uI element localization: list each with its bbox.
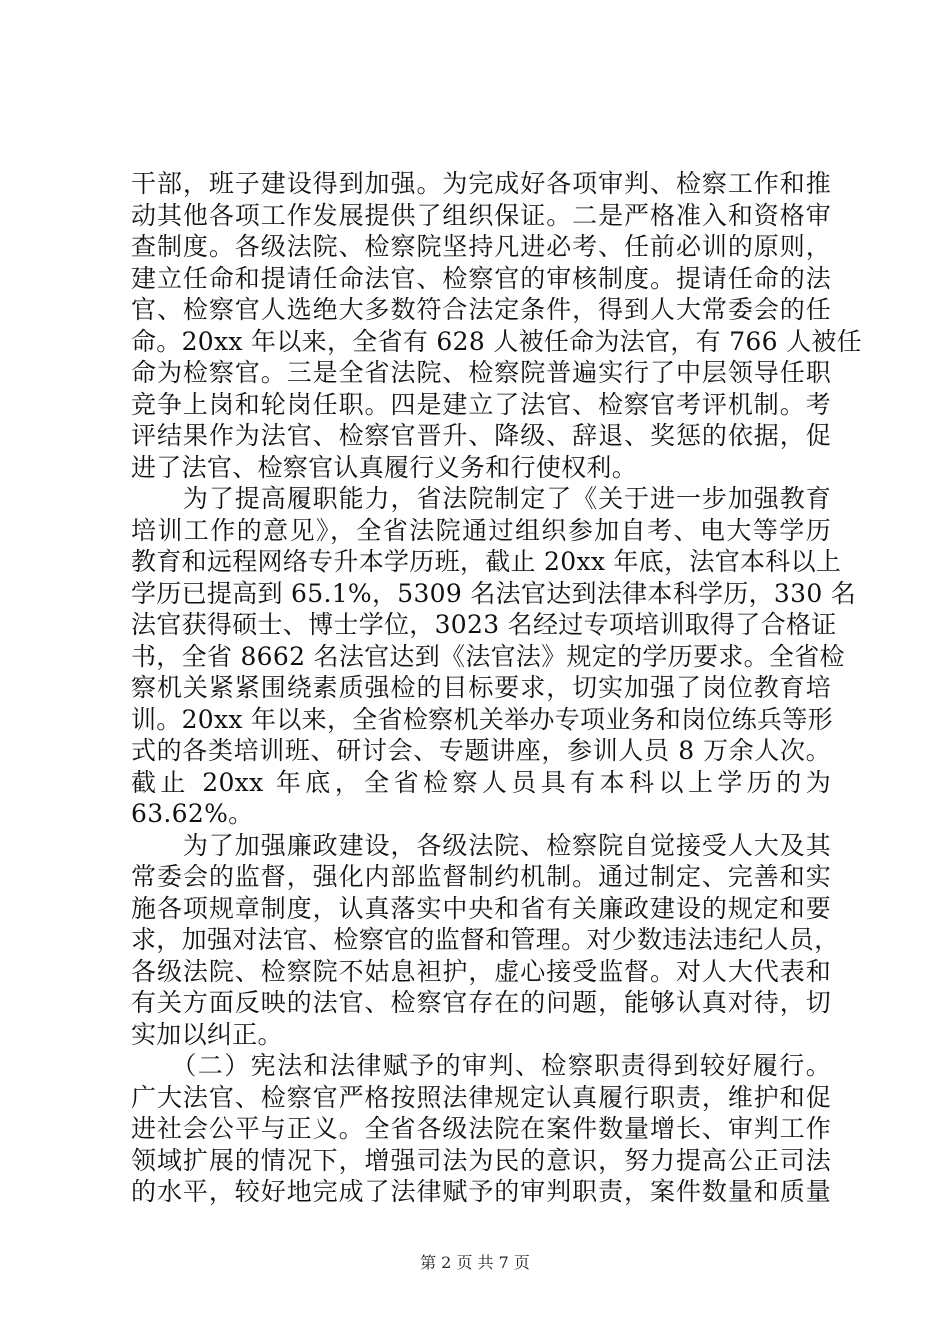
text-line: 书，全省 8662 名法官达到《法官法》规定的学历要求。全省检 <box>131 641 845 671</box>
text-line: 有关方面反映的法官、检察官存在的问题，能够认真对待，切 <box>131 988 831 1017</box>
text-line: 评结果作为法官、检察官晋升、降级、辞退、奖惩的依据，促 <box>131 421 831 450</box>
text-line: 广大法官、检察官严格按照法律规定认真履行职责，维护和促 <box>131 1082 831 1112</box>
text-line: 学历已提高到 65.1%，5309 名法官达到法律本科学历，330 名 <box>131 578 857 608</box>
text-line: 为了加强廉政建设，各级法院、检察院自觉接受人大及其 <box>131 830 831 860</box>
text-line: 教育和远程网络专升本学历班，截止 20xx 年底，法官本科以上 <box>131 547 842 576</box>
text-line: 动其他各项工作发展提供了组织保证。二是严格准入和资格审 <box>131 200 831 230</box>
document-body <box>131 168 862 1208</box>
text-line: 建立任命和提请任命法官、检察官的审核制度。提请任命的法 <box>131 263 831 293</box>
text-line: 进社会公平与正义。全省各级法院在案件数量增长、审判工作 <box>131 1114 831 1143</box>
text-line: 63.62%。 <box>131 799 254 828</box>
text-line: 官、检察官人选绝大多数符合法定条件，得到人大常委会的任 <box>131 295 831 324</box>
text-line: 施各项规章制度，认真落实中央和省有关廉政建设的规定和要 <box>131 893 831 923</box>
text-line: 截止 20xx 年底，全省检察人员具有本科以上学历的为 <box>131 767 831 797</box>
text-line: 常委会的监督，强化内部监督制约机制。通过制定、完善和实 <box>131 862 831 891</box>
text-line: 为了提高履职能力，省法院制定了《关于进一步加强教育 <box>131 484 831 513</box>
text-line: 进了法官、检察官认真履行义务和行使权利。 <box>131 452 638 482</box>
text-line: 式的各类培训班、研讨会、专题讲座，参训人员 8 万余人次。 <box>131 736 831 765</box>
text-line: （二）宪法和法律赋予的审判、检察职责得到较好履行。 <box>131 1051 831 1080</box>
text-line: 竞争上岗和轮岗任职。四是建立了法官、检察官考评机制。考 <box>131 389 831 419</box>
text-line: 各级法院、检察院不姑息袒护，虚心接受监督。对人大代表和 <box>131 956 831 986</box>
text-line: 命为检察官。三是全省法院、检察院普遍实行了中层领导任职 <box>131 358 831 387</box>
text-line: 训。20xx 年以来，全省检察机关举办专项业务和岗位练兵等形 <box>131 704 833 734</box>
text-line: 干部，班子建设得到加强。为完成好各项审判、检察工作和推 <box>131 169 831 198</box>
text-line: 实加以纠正。 <box>131 1019 283 1049</box>
text-line: 求，加强对法官、检察官的监督和管理。对少数违法违纪人员， <box>131 925 840 954</box>
text-line: 察机关紧紧围绕素质强检的目标要求，切实加强了岗位教育培 <box>131 673 831 702</box>
text-line: 查制度。各级法院、检察院坚持凡进必考、任前必训的原则， <box>131 232 831 261</box>
page-footer: 第 2 页 共 7 页 <box>420 1253 530 1272</box>
text-line: 的水平，较好地完成了法律赋予的审判职责，案件数量和质量 <box>131 1177 831 1206</box>
text-line: 命。20xx 年以来，全省有 628 人被任命为法官，有 766 人被任 <box>131 326 862 356</box>
text-line: 培训工作的意见》，全省法院通过组织参加自考、电大等学历 <box>131 515 831 545</box>
text-line: 领域扩展的情况下，增强司法为民的意识，努力提高公正司法 <box>131 1145 831 1175</box>
text-line: 法官获得硕士、博士学位，3023 名经过专项培训取得了合格证 <box>131 610 837 639</box>
